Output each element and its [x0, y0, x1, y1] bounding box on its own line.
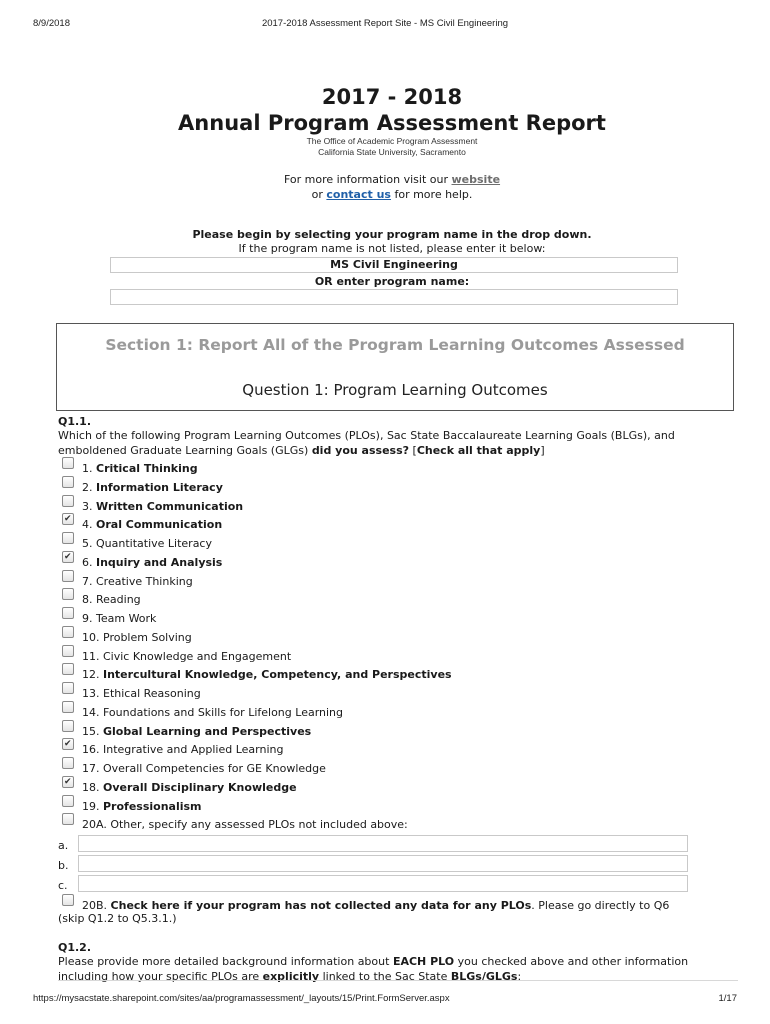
- q1-2-t7: BLGs/GLGs: [450, 969, 518, 983]
- plo-option-number: 11.: [82, 649, 100, 663]
- plo-option[interactable]: [62, 649, 291, 665]
- plo-checkbox[interactable]: [62, 551, 74, 563]
- plo-option-label: [82, 518, 222, 531]
- q1-2-t3: you checked above and other information: [457, 955, 689, 968]
- plo-option-number: 15.: [82, 724, 100, 738]
- checkbox-20b[interactable]: [62, 894, 74, 906]
- plo-option-label: [82, 500, 243, 513]
- option-20b-line2: (skip Q1.2 to Q5.3.1.): [58, 912, 177, 925]
- plo-option[interactable]: [62, 761, 326, 777]
- plo-option-label: [82, 481, 223, 494]
- plo-option-number: 10.: [82, 630, 100, 644]
- plo-option-label: [82, 537, 212, 550]
- plo-option-number: 4.: [82, 518, 93, 532]
- plo-option-label: [82, 650, 291, 663]
- option-20b-bold: Check here if your program has not collected any data for any PLOs: [110, 899, 532, 912]
- plo-option[interactable]: [62, 742, 283, 758]
- program-dropdown[interactable]: MS Civil Engineering: [110, 257, 678, 273]
- q1-2-t6: linked to the Sac State: [322, 969, 448, 983]
- plo-checkbox[interactable]: [62, 682, 74, 694]
- plo-checkbox[interactable]: [62, 570, 74, 582]
- program-select-instructions: [0, 228, 770, 256]
- plo-option-text: Integrative and Applied Learning: [103, 743, 284, 757]
- option-20b-num: 20B.: [82, 899, 108, 912]
- print-header: [0, 18, 770, 32]
- plo-option[interactable]: [62, 780, 297, 796]
- print-date: 8/9/2018: [33, 18, 70, 29]
- plo-option-label: [82, 800, 202, 813]
- print-url: https://mysacstate.sharepoint.com/sites/aa/programassessment/_layouts/15/Print.FormServer.aspx: [33, 993, 450, 1004]
- plo-option-text: Civic Knowledge and Engagement: [103, 649, 292, 663]
- plo-checkbox[interactable]: [62, 607, 74, 619]
- q1-2-label: Q1.2.: [58, 941, 92, 954]
- q1-2-t1: Please provide more detailed background information about: [58, 955, 390, 968]
- plo-checkbox[interactable]: [62, 513, 74, 525]
- plo-option-text: Intercultural Knowledge, Competency, and Perspectives: [103, 668, 452, 682]
- q1-2-t5: explicitly: [262, 969, 320, 983]
- question-title: Question 1: Program Learning Outcomes: [242, 381, 548, 399]
- plo-option[interactable]: [62, 574, 193, 590]
- plo-option-number: 9.: [82, 612, 93, 625]
- plo-checkbox[interactable]: [62, 663, 74, 675]
- plo-option-text: Written Communication: [96, 499, 244, 513]
- plo-option[interactable]: [62, 724, 311, 740]
- plo-option-number: 12.: [82, 668, 100, 682]
- plo-option-text: Global Learning and Perspectives: [103, 724, 312, 738]
- program-name-input[interactable]: [110, 289, 678, 305]
- plo-option[interactable]: [62, 686, 201, 702]
- plo-option-label: [82, 706, 343, 719]
- q1-1-text: [58, 429, 738, 458]
- plo-option[interactable]: [62, 799, 202, 815]
- plo-checkbox[interactable]: [62, 757, 74, 769]
- plo-checkbox[interactable]: [62, 532, 74, 544]
- plo-option-label: [82, 743, 283, 756]
- plo-option-number: 18.: [82, 780, 100, 794]
- plo-option[interactable]: [62, 667, 452, 683]
- plo-option[interactable]: [62, 536, 212, 552]
- plo-option-number: 14.: [82, 705, 100, 719]
- plo-option[interactable]: [62, 592, 141, 608]
- university-name: California State University, Sacramento: [318, 147, 466, 157]
- other-plo-letter: b.: [58, 859, 69, 872]
- plo-option-number: 19.: [82, 799, 100, 813]
- plo-option[interactable]: [62, 817, 408, 833]
- plo-option-text: Creative Thinking: [96, 574, 193, 588]
- section-title: Section 1: Report All of the Program Learning Outcomes Assessed: [105, 336, 685, 354]
- plo-option-text: Other, specify any assessed PLOs not included above:: [110, 818, 408, 832]
- office-name: The Office of Academic Program Assessment: [306, 136, 478, 146]
- plo-option-label: [82, 556, 222, 569]
- plo-option-text: Foundations and Skills for Lifelong Learning: [103, 705, 344, 719]
- plo-checkbox[interactable]: [62, 738, 74, 750]
- other-plo-input[interactable]: [78, 875, 688, 892]
- report-year: 2017 - 2018: [321, 85, 463, 109]
- plo-option-text: Information Literacy: [96, 480, 223, 494]
- plo-option[interactable]: [62, 705, 343, 721]
- plo-option-label: [82, 631, 192, 644]
- plo-option-text: Overall Disciplinary Knowledge: [103, 780, 297, 794]
- contact-us-link[interactable]: contact us: [326, 188, 391, 201]
- plo-option-label: [82, 462, 198, 475]
- q1-2-t4: including how your specific PLOs are: [58, 969, 260, 983]
- plo-option[interactable]: [62, 480, 223, 496]
- plo-option-text: Quantitative Literacy: [96, 537, 212, 550]
- plo-option-number: 13.: [82, 687, 100, 700]
- q1-1-text-e: Check all that apply: [416, 443, 541, 457]
- plo-checkbox[interactable]: [62, 813, 74, 825]
- plo-checkbox[interactable]: [62, 795, 74, 807]
- plo-option-number: 3.: [82, 499, 93, 513]
- plo-option-label: [82, 725, 311, 738]
- option-20b-rest: . Please go directly to Q6: [531, 899, 670, 912]
- plo-option-number: 5.: [82, 537, 93, 550]
- plo-option-number: 2.: [82, 480, 93, 494]
- plo-checkbox[interactable]: [62, 626, 74, 638]
- plo-checkbox[interactable]: [62, 645, 74, 657]
- plo-option[interactable]: [62, 555, 222, 571]
- plo-option-text: Oral Communication: [96, 518, 223, 532]
- plo-option[interactable]: [62, 630, 192, 646]
- plo-option-text: Overall Competencies for GE Knowledge: [103, 762, 326, 775]
- plo-option-text: Team Work: [96, 612, 157, 625]
- plo-option-text: Ethical Reasoning: [103, 687, 201, 700]
- plo-option-text: Reading: [96, 593, 141, 607]
- q1-1-text-a: Which of the following Program Learning Outcomes (PLOs), Sac State Baccalaureate Learning Goals (BLGs), and: [58, 429, 675, 442]
- info-prefix: For more information visit our: [283, 173, 448, 186]
- q1-1-text-d: [: [412, 443, 417, 457]
- plo-option[interactable]: [62, 611, 156, 627]
- or-text: or: [311, 188, 323, 201]
- q1-1-label: Q1.1.: [58, 415, 92, 428]
- q1-1-text-f: ]: [540, 443, 545, 457]
- plo-option-number: 16.: [82, 743, 100, 757]
- plo-option-text: Critical Thinking: [96, 462, 198, 475]
- print-title: 2017-2018 Assessment Report Site - MS Civil Engineering: [261, 18, 509, 29]
- report-title: Annual Program Assessment Report: [178, 111, 606, 135]
- q1-1-text-c: did you assess?: [311, 443, 410, 457]
- plo-checkbox[interactable]: [62, 476, 74, 488]
- or-enter-label: OR enter program name:: [314, 275, 470, 288]
- plo-option-number: 7.: [82, 574, 93, 588]
- help-suffix: for more help.: [394, 188, 473, 201]
- plo-option-label: [82, 575, 193, 588]
- plo-option-number: 6.: [82, 555, 93, 569]
- plo-option-label: [82, 762, 326, 775]
- plo-option-label: [82, 781, 297, 794]
- select-note: If the program name is not listed, please enter it below:: [238, 242, 546, 255]
- plo-checkbox[interactable]: [62, 495, 74, 507]
- plo-option-text: Professionalism: [103, 799, 202, 813]
- q1-2-t2: EACH PLO: [392, 955, 455, 968]
- plo-option-label: [82, 593, 141, 606]
- plo-option-label: [82, 818, 408, 831]
- other-plo-input[interactable]: [78, 835, 688, 852]
- plo-checkbox[interactable]: [62, 457, 74, 469]
- plo-option[interactable]: [62, 517, 222, 533]
- plo-checkbox[interactable]: [62, 701, 74, 713]
- plo-option-number: 20A.: [82, 818, 107, 832]
- q1-1-text-b: emboldened Graduate Learning Goals (GLGs): [58, 443, 309, 457]
- plo-checkbox[interactable]: [62, 720, 74, 732]
- plo-option-number: 17.: [82, 762, 100, 775]
- plo-checkbox[interactable]: [62, 776, 74, 788]
- plo-checkbox[interactable]: [62, 588, 74, 600]
- plo-option-text: Problem Solving: [103, 630, 192, 644]
- print-page-number: 1/17: [718, 993, 737, 1004]
- plo-option[interactable]: [62, 499, 243, 515]
- report-title-block: [0, 84, 770, 202]
- q1-2-textarea-top[interactable]: [58, 980, 738, 985]
- plo-option-number: 1.: [82, 462, 93, 475]
- other-plo-letter: c.: [58, 879, 68, 892]
- other-plo-letter: a.: [58, 839, 69, 852]
- website-link[interactable]: website: [451, 173, 501, 186]
- info-line: [0, 172, 770, 202]
- plo-option-label: [82, 687, 201, 700]
- other-plo-input[interactable]: [78, 855, 688, 872]
- plo-option-label: [82, 612, 156, 625]
- plo-option-label: [82, 668, 452, 681]
- plo-option[interactable]: [62, 461, 198, 477]
- plo-option-number: 8.: [82, 593, 93, 607]
- q1-2-t8: :: [517, 969, 522, 983]
- print-footer: [0, 993, 770, 1007]
- select-instruction: Please begin by selecting your program name in the drop down.: [192, 228, 592, 241]
- plo-option-text: Inquiry and Analysis: [96, 555, 223, 569]
- section-header-box: [56, 323, 734, 411]
